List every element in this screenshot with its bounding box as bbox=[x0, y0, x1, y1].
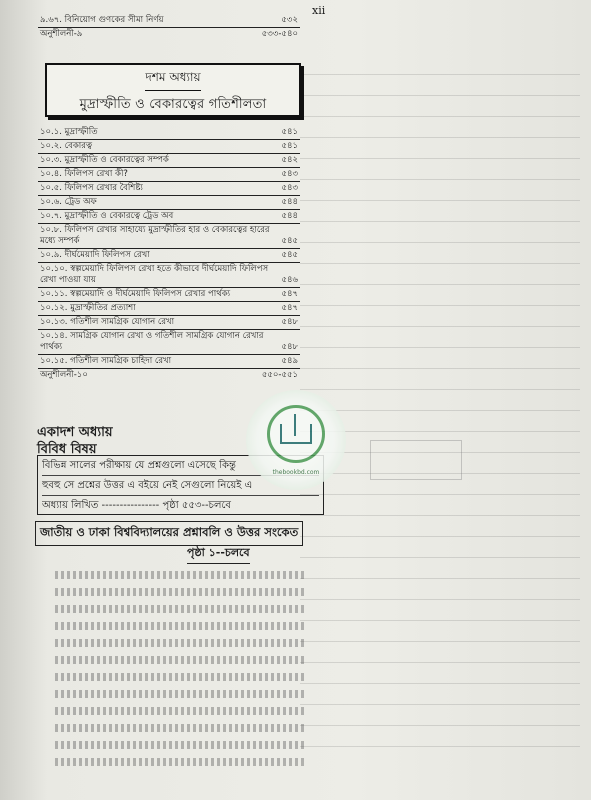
notice-line: হুবহু সে প্রশ্নের উত্তর এ বইয়ে নেই সেগুলো নিয়েই এ bbox=[42, 476, 319, 496]
toc-title: ১০.১০. স্বল্পমেয়াদি ফিলিপস রেখা হতে কীভাবে দীর্ঘমেয়াদি ফিলিপস রেখা পাওয়া যায় bbox=[40, 264, 269, 285]
toc-page: ৫৪১ bbox=[281, 127, 298, 137]
notice-line: বিভিন্ন সালের পরীক্ষায় যে প্রশ্নগুলো এসেছে কিন্তু bbox=[42, 456, 319, 476]
toc-page: ৫৪১ bbox=[281, 141, 298, 151]
toc-title: ১০.৭. মুদ্রাস্ফীতি ও বেকারত্বে ট্রেড অব bbox=[40, 211, 174, 221]
toc-title: ১০.১১. স্বল্পমেয়াদি ও দীর্ঘমেয়াদি ফিলিপস রেখার পার্থক্য bbox=[40, 289, 231, 299]
toc-title: অনুশীলনী-৯ bbox=[40, 29, 83, 39]
toc-title: অনুশীলনী-১০ bbox=[40, 370, 88, 380]
top-toc bbox=[38, 14, 300, 41]
toc-title: ১০.৯. দীর্ঘমেয়াদি ফিলিপস রেখা bbox=[40, 250, 150, 260]
chapter-11-heading: একাদশ অধ্যায় bbox=[37, 425, 113, 440]
watermark-site: thebookbd.com bbox=[272, 468, 320, 476]
toc-page: ৫৪৬ bbox=[281, 275, 298, 285]
faded-question-list bbox=[55, 562, 305, 775]
toc-page: ৫৪২ bbox=[281, 155, 298, 165]
toc-page: ৫৪৫ bbox=[281, 236, 298, 246]
bleed-through-box bbox=[370, 440, 462, 480]
toc-page: ৫৫০-৫৫১ bbox=[261, 370, 298, 380]
toc-title: ১০.৮. ফিলিপস রেখার সাহায্যে মুদ্রাস্ফীতির হার ও বেকারত্বের হারের মধ্যে সম্পর্ক bbox=[40, 225, 270, 246]
toc-page: ৫৪৭ bbox=[281, 303, 298, 313]
chapter-10-box bbox=[45, 63, 301, 117]
toc-title: ১০.১৪. সামগ্রিক যোগান রেখা ও গতিশীল সামগ্রিক যোগান রেখার পার্থক্য bbox=[40, 331, 264, 352]
toc-page: ৫৪৮ bbox=[281, 342, 298, 352]
toc-page: ৫৪৩ bbox=[281, 169, 298, 179]
toc-page: ৫৪৭ bbox=[281, 289, 298, 299]
toc-title: ৯.৬৭. বিনিয়োগ গুণকের সীমা নির্ণয় bbox=[40, 15, 164, 25]
toc-page: ৫৪৮ bbox=[281, 317, 298, 327]
toc-title: ১০.১৫. গতিশীল সামগ্রিক চাহিদা রেখা bbox=[40, 356, 172, 366]
chapter-10-heading: দশম অধ্যায় bbox=[145, 69, 200, 91]
chapter-11-title: বিবিধ বিষয় bbox=[37, 442, 97, 457]
bleed-through-text bbox=[300, 60, 580, 760]
university-page-ref: পৃষ্ঠা ১--চলবে bbox=[187, 544, 250, 564]
watermark-logo bbox=[246, 390, 346, 490]
toc-page: ৫৪৪ bbox=[281, 197, 298, 207]
toc-page: ৫৪৯ bbox=[281, 356, 298, 366]
book-pen-icon bbox=[267, 405, 325, 463]
toc-row bbox=[38, 28, 300, 41]
university-section-title: জাতীয় ও ঢাকা বিশ্ববিদ্যালয়ের প্রশ্নাবলি ও উত্তর সংকেত bbox=[35, 521, 303, 546]
toc-row bbox=[38, 14, 300, 28]
page-number: xii bbox=[312, 4, 326, 17]
toc-page: ৫৪৫ bbox=[281, 250, 298, 260]
toc-page: ৫৩৩-৫৪০ bbox=[261, 29, 298, 39]
toc-page: ৫৪৪ bbox=[281, 211, 298, 221]
toc-title: ১০.৬. ট্রেড অফ bbox=[40, 197, 97, 207]
toc-title: ১০.২. বেকারত্ব bbox=[40, 141, 92, 151]
toc-page: ৫৩২ bbox=[281, 15, 298, 25]
toc-title: ১০.১৩. গতিশীল সামগ্রিক যোগান রেখা bbox=[40, 317, 175, 327]
toc-title: ১০.৪. ফিলিপস রেখা কী? bbox=[40, 169, 128, 179]
notice-line: অধ্যায় লিখিত ---------------- পৃষ্ঠা ৫৫৩--চলবে bbox=[42, 500, 231, 511]
toc-page: ৫৪৩ bbox=[281, 183, 298, 193]
toc-title: ১০.১২. মুদ্রাস্ফীতির প্রত্যাশা bbox=[40, 303, 136, 313]
chapter-10-title: মুদ্রাস্ফীতি ও বেকারত্বের গতিশীলতা bbox=[79, 97, 267, 112]
toc-title: ১০.১. মুদ্রাস্ফীতি bbox=[40, 127, 98, 137]
toc-title: ১০.৫. ফিলিপস রেখার বৈশিষ্ট্য bbox=[40, 183, 143, 193]
toc-title: ১০.৩. মুদ্রাস্ফীতি ও বেকারত্বের সম্পর্ক bbox=[40, 155, 169, 165]
chapter-10-toc bbox=[38, 126, 300, 382]
